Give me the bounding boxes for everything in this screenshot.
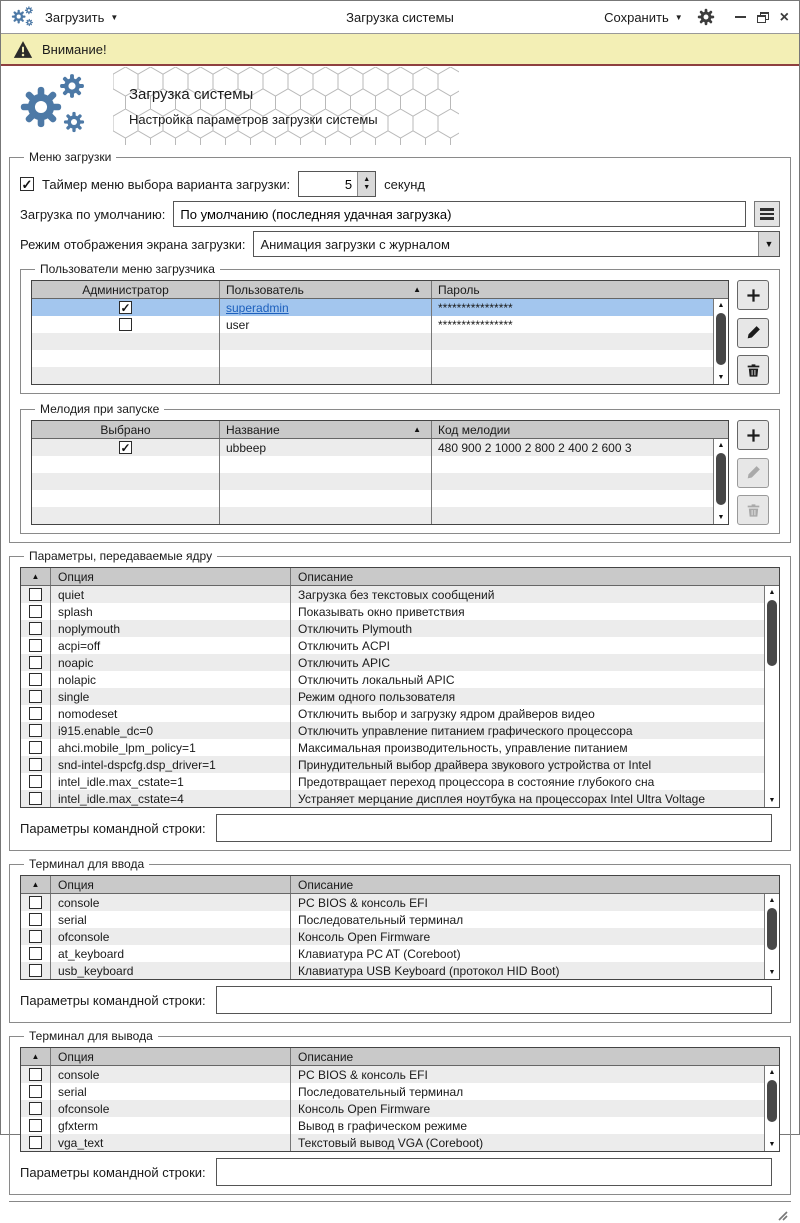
- option-description: Отключить ACPI: [298, 638, 390, 653]
- table-row[interactable]: [21, 586, 764, 603]
- column-header-password[interactable]: Пароль: [438, 282, 480, 297]
- table-row[interactable]: [21, 1117, 764, 1134]
- scroll-down-icon[interactable]: ▼: [768, 1141, 776, 1148]
- option-checkbox[interactable]: [29, 913, 42, 926]
- kernel-scrollbar[interactable]: [764, 586, 779, 807]
- group-boot-menu-legend: Меню загрузки: [29, 150, 112, 164]
- melody-code-cell: [432, 490, 713, 507]
- option-description: Устраняет мерцание дисплея ноутбука на процессорах Intel Ultra Voltage: [298, 791, 705, 806]
- scroll-thumb[interactable]: [716, 453, 726, 505]
- load-button[interactable]: [45, 10, 118, 25]
- trash-icon: [746, 503, 761, 518]
- column-header-admin[interactable]: Администратор: [32, 281, 220, 298]
- group-terminal-input: [9, 857, 791, 1023]
- trash-icon: [746, 363, 761, 378]
- option-checkbox-cell: [21, 620, 51, 637]
- table-row[interactable]: [32, 439, 713, 456]
- option-checkbox[interactable]: [29, 622, 42, 635]
- option-checkbox-cell: [21, 945, 51, 962]
- edit-melody-button: [737, 458, 769, 488]
- group-boot-menu: [9, 150, 791, 543]
- option-checkbox[interactable]: [29, 707, 42, 720]
- scroll-thumb[interactable]: [767, 908, 777, 950]
- option-checkbox-cell: [21, 654, 51, 671]
- scroll-thumb[interactable]: [716, 313, 726, 365]
- option-checkbox-cell: [21, 773, 51, 790]
- selected-cell: [32, 456, 220, 473]
- username-text: user: [226, 317, 250, 332]
- option-checkbox[interactable]: [29, 588, 42, 601]
- option-description: Отключить управление питанием графического процессора: [298, 723, 633, 738]
- selected-cell: [32, 473, 220, 490]
- melody-name-cell: [220, 490, 432, 507]
- option-checkbox[interactable]: [29, 1119, 42, 1132]
- option-checkbox-cell: [21, 911, 51, 928]
- kernel-cmdline-input[interactable]: [216, 814, 772, 842]
- option-name: noplymouth: [51, 620, 291, 637]
- option-checkbox[interactable]: [29, 775, 42, 788]
- table-row[interactable]: [21, 671, 764, 688]
- sort-asc-icon: ▲: [31, 1052, 40, 1061]
- column-header-selected[interactable]: Выбрано: [32, 421, 220, 438]
- users-table-header: [32, 281, 728, 299]
- group-terminal-output-legend: Терминал для вывода: [29, 1029, 153, 1043]
- admin-cell: [32, 316, 220, 333]
- table-row[interactable]: [21, 739, 764, 756]
- melody-table-header: [32, 421, 728, 439]
- selected-cell: [32, 507, 220, 524]
- table-row: [32, 473, 713, 490]
- option-checkbox-cell: [21, 739, 51, 756]
- option-checkbox[interactable]: [29, 1102, 42, 1115]
- page-header: [1, 66, 799, 146]
- spinner-arrows[interactable]: [357, 172, 375, 196]
- option-checkbox-cell: [21, 603, 51, 620]
- option-name: noapic: [51, 654, 291, 671]
- option-checkbox[interactable]: [29, 1068, 42, 1081]
- option-description: Максимальная производительность, управление питанием: [298, 740, 628, 755]
- melody-code-cell: [432, 456, 713, 473]
- hamburger-icon: [760, 208, 774, 211]
- column-header-sort[interactable]: [21, 568, 51, 585]
- group-terminal-output: [9, 1029, 791, 1195]
- option-description: PC BIOS & консоль EFI: [298, 1067, 428, 1082]
- table-row: [32, 367, 713, 384]
- option-checkbox-cell: [21, 586, 51, 603]
- window-title: Загрузка системы: [346, 9, 454, 25]
- column-header-sort[interactable]: [21, 1048, 51, 1065]
- option-checkbox[interactable]: [29, 605, 42, 618]
- option-description: Отключить Plymouth: [298, 621, 413, 636]
- table-row: [32, 350, 713, 367]
- add-melody-button[interactable]: [737, 420, 769, 450]
- option-checkbox-cell: [21, 1066, 51, 1083]
- plus-icon: [746, 288, 761, 303]
- scroll-thumb[interactable]: [767, 1080, 777, 1122]
- option-checkbox-cell: [21, 928, 51, 945]
- option-name: ofconsole: [51, 928, 291, 945]
- spinner-down-icon[interactable]: ▼: [363, 184, 371, 191]
- scroll-down-icon[interactable]: ▼: [768, 969, 776, 976]
- kernel-table-header: [21, 568, 779, 586]
- option-description: PC BIOS & консоль EFI: [298, 895, 428, 910]
- melody-table: [31, 420, 729, 525]
- add-user-button[interactable]: [737, 280, 769, 310]
- melody-name-cell: [220, 456, 432, 473]
- table-row[interactable]: [21, 1134, 764, 1151]
- warning-text: Внимание!: [42, 41, 107, 57]
- save-button-label: Сохранить: [604, 9, 669, 25]
- timer-spinner: [298, 171, 376, 197]
- melody-code-cell: 480 900 2 1000 2 800 2 400 2 600 3: [438, 440, 632, 455]
- group-boot-users-legend: Пользователи меню загрузчика: [40, 262, 215, 276]
- table-row[interactable]: [21, 945, 764, 962]
- column-header-description[interactable]: Описание: [298, 1049, 354, 1064]
- option-checkbox[interactable]: [29, 639, 42, 652]
- table-row: [32, 456, 713, 473]
- status-bar: [9, 1201, 791, 1223]
- scroll-thumb[interactable]: [767, 600, 777, 666]
- option-checkbox[interactable]: [29, 1136, 42, 1149]
- sort-asc-icon: ▲: [413, 285, 421, 294]
- app-logo-gears: [19, 73, 103, 139]
- kernel-params-table: [20, 567, 780, 808]
- table-row[interactable]: [21, 894, 764, 911]
- admin-checkbox[interactable]: [119, 318, 132, 331]
- option-checkbox[interactable]: [29, 741, 42, 754]
- table-row[interactable]: [21, 722, 764, 739]
- option-name: serial: [51, 1083, 291, 1100]
- page-title: Загрузка системы: [129, 85, 254, 103]
- kernel-cmdline-label: Параметры командной строки:: [20, 820, 206, 836]
- app-gears-icon: [11, 6, 35, 28]
- default-boot-label: Загрузка по умолчанию:: [20, 206, 166, 222]
- default-boot-input[interactable]: [173, 201, 746, 227]
- option-name: splash: [51, 603, 291, 620]
- group-boot-users: [20, 262, 780, 394]
- password-cell: ****************: [438, 300, 513, 315]
- column-header-option[interactable]: Опция: [51, 1048, 291, 1065]
- melody-name-cell: [220, 507, 432, 524]
- timer-value-input[interactable]: [299, 172, 357, 196]
- option-description: Отключить локальный APIC: [298, 672, 455, 687]
- maximize-button[interactable]: [757, 12, 769, 23]
- user-cell: [220, 350, 432, 367]
- option-checkbox-cell: [21, 722, 51, 739]
- option-checkbox-cell: [21, 1117, 51, 1134]
- column-header-description[interactable]: Описание: [298, 877, 354, 892]
- option-checkbox-cell: [21, 688, 51, 705]
- table-row[interactable]: [32, 299, 713, 316]
- sort-asc-icon: ▲: [31, 572, 40, 581]
- option-description: Последовательный терминал: [298, 1084, 464, 1099]
- option-name: vga_text: [51, 1134, 291, 1151]
- table-row[interactable]: [21, 911, 764, 928]
- selected-cell: [32, 490, 220, 507]
- option-name: nolapic: [51, 671, 291, 688]
- option-description: Загрузка без текстовых сообщений: [298, 587, 495, 602]
- table-row: [32, 333, 713, 350]
- table-row[interactable]: [21, 620, 764, 637]
- column-header-option[interactable]: Опция: [51, 568, 291, 585]
- option-name: console: [51, 1066, 291, 1083]
- plus-icon: [746, 428, 761, 443]
- option-checkbox-cell: [21, 756, 51, 773]
- terminal-output-cmdline-input[interactable]: [216, 1158, 772, 1186]
- user-cell: [220, 299, 432, 316]
- option-checkbox[interactable]: [29, 964, 42, 977]
- option-checkbox[interactable]: [29, 673, 42, 686]
- option-checkbox-cell: [21, 790, 51, 807]
- group-kernel-params: [9, 549, 791, 851]
- delete-user-button[interactable]: [737, 355, 769, 385]
- pencil-icon: [746, 465, 761, 480]
- option-name: acpi=off: [51, 637, 291, 654]
- terminal-output-table: [20, 1047, 780, 1152]
- table-row[interactable]: [21, 756, 764, 773]
- password-cell: ****************: [438, 317, 513, 332]
- column-header-option[interactable]: Опция: [51, 876, 291, 893]
- table-row[interactable]: [21, 688, 764, 705]
- close-button[interactable]: ×: [779, 8, 789, 26]
- admin-cell: [32, 333, 220, 350]
- melody-name-cell: [220, 473, 432, 490]
- column-header-code[interactable]: Код мелодии: [438, 422, 511, 437]
- option-description: Консоль Open Firmware: [298, 929, 431, 944]
- scroll-up-icon[interactable]: ▲: [768, 1069, 776, 1076]
- option-name: serial: [51, 911, 291, 928]
- option-description: Вывод в графическом режиме: [298, 1118, 468, 1133]
- option-checkbox[interactable]: [29, 758, 42, 771]
- option-description: Клавиатура PC AT (Coreboot): [298, 946, 461, 961]
- main-content: [1, 146, 799, 1223]
- warning-bar: [1, 34, 799, 66]
- scroll-up-icon[interactable]: ▲: [717, 442, 725, 449]
- save-button[interactable]: [604, 10, 683, 25]
- user-cell: [220, 316, 432, 333]
- password-cell: [432, 350, 713, 367]
- melody-scrollbar[interactable]: [713, 439, 728, 524]
- scroll-down-icon[interactable]: ▼: [768, 797, 776, 804]
- column-header-name[interactable]: Название ▲: [220, 421, 432, 438]
- option-description: Показывать окно приветствия: [298, 604, 465, 619]
- admin-checkbox[interactable]: ✓: [120, 300, 131, 315]
- option-name: ahci.mobile_lpm_policy=1: [51, 739, 291, 756]
- option-checkbox[interactable]: [29, 690, 42, 703]
- option-checkbox[interactable]: [29, 930, 42, 943]
- warning-triangle-icon: [13, 40, 33, 59]
- users-table: [31, 280, 729, 385]
- table-row[interactable]: [21, 654, 764, 671]
- terminal-input-scrollbar[interactable]: [764, 894, 779, 979]
- default-boot-menu-button[interactable]: [754, 201, 780, 227]
- terminal-output-header: [21, 1048, 779, 1066]
- load-button-label: Загрузить: [45, 9, 105, 25]
- option-checkbox[interactable]: [29, 792, 42, 805]
- scroll-up-icon[interactable]: ▲: [717, 302, 725, 309]
- option-checkbox[interactable]: [29, 656, 42, 669]
- melody-checkbox[interactable]: ✓: [120, 440, 131, 455]
- option-checkbox-cell: [21, 1134, 51, 1151]
- option-name: at_keyboard: [51, 945, 291, 962]
- option-name: usb_keyboard: [51, 962, 291, 979]
- terminal-input-cmdline-label: Параметры командной строки:: [20, 992, 206, 1008]
- column-header-description[interactable]: Описание: [298, 569, 354, 584]
- melody-name-cell: ubbeep: [220, 439, 432, 456]
- pencil-icon: [746, 325, 761, 340]
- user-cell: [220, 367, 432, 384]
- column-header-sort[interactable]: [21, 876, 51, 893]
- settings-gear-icon[interactable]: [697, 8, 715, 26]
- chevron-down-icon: ▼: [674, 12, 683, 22]
- table-row[interactable]: [21, 603, 764, 620]
- column-header-user[interactable]: Пользователь ▲: [220, 281, 432, 298]
- username-text[interactable]: superadmin: [226, 300, 289, 315]
- option-description: Клавиатура USB Keyboard (протокол HID Boot): [298, 963, 560, 978]
- option-checkbox-cell: [21, 637, 51, 654]
- timer-label: Таймер меню выбора варианта загрузки:: [42, 176, 291, 192]
- terminal-output-cmdline-label: Параметры командной строки:: [20, 1164, 206, 1180]
- option-checkbox[interactable]: [29, 896, 42, 909]
- user-cell: [220, 333, 432, 350]
- display-mode-label: Режим отображения экрана загрузки:: [20, 236, 246, 252]
- scroll-up-icon[interactable]: ▲: [768, 589, 776, 596]
- option-checkbox-cell: [21, 671, 51, 688]
- option-name: gfxterm: [51, 1117, 291, 1134]
- page-subtitle: Настройка параметров загрузки системы: [129, 111, 378, 127]
- table-row: [32, 507, 713, 524]
- option-checkbox[interactable]: [29, 947, 42, 960]
- terminal-input-header: [21, 876, 779, 894]
- edit-user-button[interactable]: [737, 318, 769, 348]
- delete-melody-button: [737, 495, 769, 525]
- combo-arrow-icon[interactable]: ▼: [758, 232, 779, 256]
- option-name: snd-intel-dspcfg.dsp_driver=1: [51, 756, 291, 773]
- table-row[interactable]: [21, 1066, 764, 1083]
- table-row[interactable]: [32, 316, 713, 333]
- spinner-up-icon[interactable]: ▲: [363, 176, 371, 183]
- melody-code-cell: [432, 507, 713, 524]
- option-description: Предотвращает переход процессора в состояние глубокого сна: [298, 774, 655, 789]
- admin-cell: [32, 299, 220, 316]
- option-checkbox-cell: [21, 1083, 51, 1100]
- admin-cell: [32, 367, 220, 384]
- group-startup-melody: [20, 402, 780, 534]
- option-description: Режим одного пользователя: [298, 689, 456, 704]
- password-cell: [432, 367, 713, 384]
- option-checkbox-cell: [21, 894, 51, 911]
- table-row[interactable]: [21, 1083, 764, 1100]
- melody-code-cell: [432, 473, 713, 490]
- option-description: Консоль Open Firmware: [298, 1101, 431, 1116]
- option-name: nomodeset: [51, 705, 291, 722]
- minimize-button[interactable]: [735, 16, 746, 18]
- option-checkbox[interactable]: [29, 724, 42, 737]
- terminal-input-cmdline-input[interactable]: [216, 986, 772, 1014]
- option-checkbox-cell: [21, 705, 51, 722]
- table-row[interactable]: [21, 962, 764, 979]
- option-name: ofconsole: [51, 1100, 291, 1117]
- admin-cell: [32, 350, 220, 367]
- users-scrollbar[interactable]: [713, 299, 728, 384]
- option-name: console: [51, 894, 291, 911]
- timer-unit-label: секунд: [384, 176, 425, 192]
- table-row[interactable]: [21, 773, 764, 790]
- scroll-down-icon[interactable]: ▼: [717, 514, 725, 521]
- scroll-up-icon[interactable]: ▲: [768, 897, 776, 904]
- option-name: intel_idle.max_cstate=1: [51, 773, 291, 790]
- group-startup-melody-legend: Мелодия при запуске: [40, 402, 160, 416]
- chevron-down-icon: ▼: [110, 12, 119, 22]
- option-name: intel_idle.max_cstate=4: [51, 790, 291, 807]
- selected-cell: [32, 439, 220, 456]
- table-row: [32, 490, 713, 507]
- scroll-down-icon[interactable]: ▼: [717, 374, 725, 381]
- option-description: Текстовый вывод VGA (Coreboot): [298, 1135, 484, 1150]
- window-controls: [735, 8, 789, 26]
- option-checkbox[interactable]: [29, 1085, 42, 1098]
- resize-grip-icon[interactable]: [776, 1209, 788, 1221]
- timer-checkbox[interactable]: ✓: [21, 176, 33, 192]
- terminal-output-scrollbar[interactable]: [764, 1066, 779, 1151]
- table-row[interactable]: [21, 705, 764, 722]
- option-description: Отключить выбор и загрузку ядром драйверов видео: [298, 706, 595, 721]
- option-description: Принудительный выбор драйвера звукового устройства от Intel: [298, 757, 652, 772]
- terminal-input-table: [20, 875, 780, 980]
- option-description: Отключить APIC: [298, 655, 390, 670]
- toolbar: [1, 1, 799, 34]
- sort-asc-icon: ▲: [31, 880, 40, 889]
- password-cell: [432, 333, 713, 350]
- option-description: Последовательный терминал: [298, 912, 464, 927]
- sort-asc-icon: ▲: [413, 425, 421, 434]
- table-row[interactable]: [21, 1100, 764, 1117]
- display-mode-value: Анимация загрузки с журналом: [260, 236, 450, 252]
- option-name: i915.enable_dc=0: [51, 722, 291, 739]
- table-row[interactable]: [21, 637, 764, 654]
- option-name: quiet: [51, 586, 291, 603]
- display-mode-select[interactable]: [253, 231, 780, 257]
- group-terminal-input-legend: Терминал для ввода: [29, 857, 145, 871]
- option-checkbox-cell: [21, 962, 51, 979]
- option-checkbox-cell: [21, 1100, 51, 1117]
- table-row[interactable]: [21, 790, 764, 807]
- group-kernel-params-legend: Параметры, передаваемые ядру: [29, 549, 213, 563]
- option-name: single: [51, 688, 291, 705]
- table-row[interactable]: [21, 928, 764, 945]
